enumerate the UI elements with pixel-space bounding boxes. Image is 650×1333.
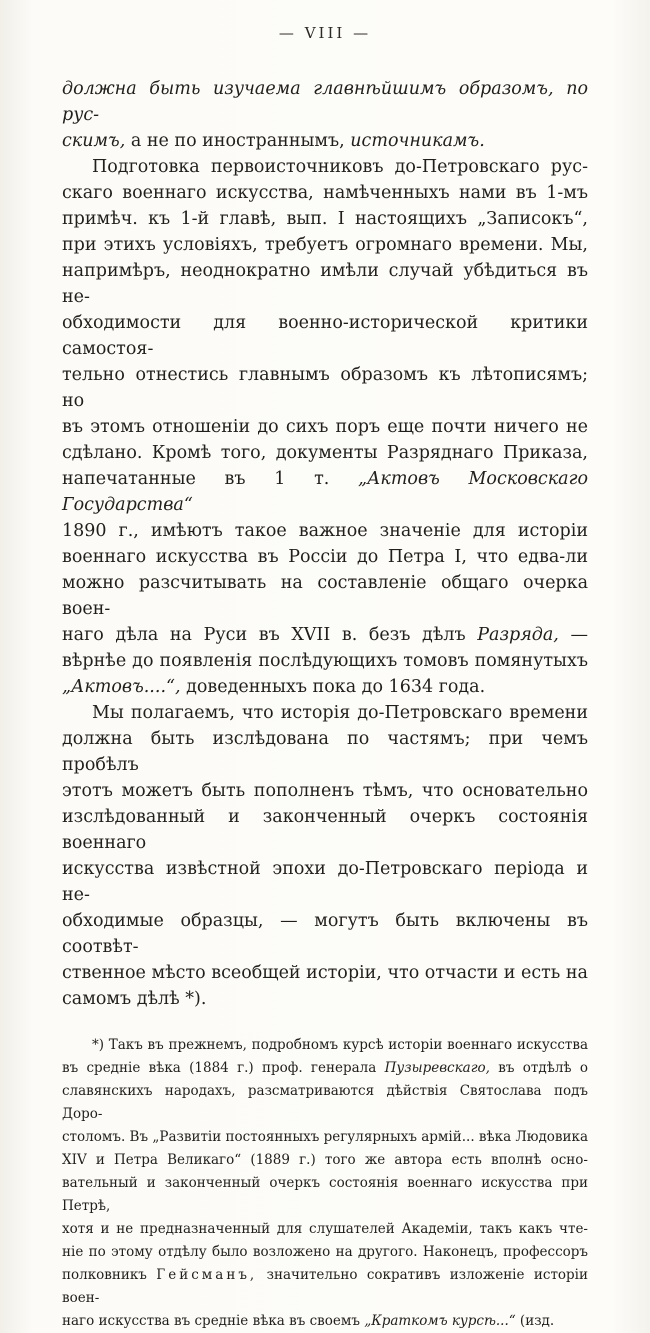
- text-run: тельно отнестись главнымъ образомъ къ лѣтописямъ; но: [62, 365, 588, 411]
- text-line: [62, 1172, 588, 1218]
- text-run: значительно сокративъ изложеніе исторіи воен-: [62, 1267, 588, 1306]
- text-line: [62, 1034, 588, 1057]
- text-run: славянскихъ народахъ, разсматриваются дѣйствія Святослава подъ Доро-: [62, 1083, 588, 1122]
- paragraph: [62, 76, 588, 154]
- text-run: вательный и законченный очеркъ состоянія военнаго искусства при Петрѣ,: [62, 1175, 588, 1214]
- paragraph: [62, 154, 588, 700]
- text-line: [62, 206, 588, 232]
- text-line: [62, 414, 588, 440]
- text-line: [62, 674, 588, 700]
- text-line: [62, 648, 588, 674]
- text-run: хотя и не предназначенный для слушателей Академіи, такъ какъ чте-: [62, 1221, 588, 1237]
- text-run: 1890 г., имѣютъ такое важное значеніе для исторіи: [62, 521, 588, 541]
- paragraph: [62, 1034, 588, 1333]
- text-line: [62, 258, 588, 310]
- text-run: самомъ дѣлѣ *).: [62, 989, 207, 1009]
- text-run: обходимые образцы, — могутъ быть включены въ соотвѣт-: [62, 911, 588, 957]
- page-number: — VIII —: [278, 24, 372, 42]
- text-run: военнаго искусства въ Россіи до Петра I, что едва-ли: [62, 547, 588, 567]
- text-line: [62, 856, 588, 908]
- text-run: въ средніе вѣка (1884 г.) проф. генерала: [62, 1060, 385, 1076]
- italic-run: „Актовъ....“,: [62, 677, 181, 697]
- text-run: полковникъ: [62, 1267, 157, 1283]
- text-run: при этихъ условіяхъ, требуетъ огромнаго времени. Мы,: [62, 235, 588, 255]
- text-line: [62, 960, 588, 986]
- text-run: *) Такъ въ прежнемъ, подробномъ курсѣ исторіи военнаго искусства: [92, 1037, 588, 1053]
- text-line: [62, 1126, 588, 1149]
- text-line: [62, 518, 588, 544]
- italic-run: скимъ,: [62, 131, 126, 151]
- italic-run: Пузыревскаго,: [384, 1060, 490, 1076]
- italic-run: Разряда,: [477, 625, 559, 645]
- text-line: [62, 1310, 588, 1333]
- text-run: вѣрнѣе до появленія послѣдующихъ томовъ помянутыхъ: [62, 651, 588, 671]
- text-line: [62, 986, 588, 1012]
- text-run: этотъ можетъ быть пополненъ тѣмъ, что основательно: [62, 781, 588, 801]
- text-line: [62, 1218, 588, 1241]
- text-run: ніе по этому отдѣлу было возложено на другого. Наконецъ, профессоръ: [62, 1244, 588, 1260]
- text-run: а не по иностраннымъ,: [125, 131, 351, 151]
- text-line: [62, 232, 588, 258]
- text-line: [62, 362, 588, 414]
- text-run: Мы полагаемъ, что исторія до-Петровскаго времени: [92, 703, 588, 723]
- text-run: наго искусства въ средніе вѣка въ своемъ: [62, 1313, 365, 1329]
- text-run: обходимости для военно-исторической критики самостоя-: [62, 313, 588, 359]
- text-line: [62, 570, 588, 622]
- text-line: [62, 1080, 588, 1126]
- text-line: [62, 128, 588, 154]
- text-line: [62, 804, 588, 856]
- text-line: [62, 1057, 588, 1080]
- text-run: Подготовка первоисточниковъ до-Петровскаго рус-: [92, 157, 588, 177]
- text-run: должна быть изслѣдована по частямъ; при чемъ пробѣлъ: [62, 729, 588, 775]
- text-run: искусства извѣстной эпохи до-Петровскаго періода и не-: [62, 859, 588, 905]
- text-run: изслѣдованный и законченный очеркъ состоянія военнаго: [62, 807, 588, 853]
- text-run: (изд.: [515, 1313, 555, 1329]
- text-run: скаго военнаго искусства, намѣченныхъ нами въ 1-мъ: [62, 183, 588, 203]
- text-line: [62, 76, 588, 128]
- text-line: [62, 1149, 588, 1172]
- italic-run: должна быть изучаема главнѣйшимъ образомъ, по рус-: [62, 79, 588, 125]
- italic-run: источникамъ.: [350, 131, 485, 151]
- text-run: доведенныхъ пока до 1634 года.: [180, 677, 486, 697]
- text-run: напечатанные въ 1 т.: [62, 469, 359, 489]
- text-run: XIV и Петра Великаго“ (1889 г.) того же автора есть вполнѣ осно-: [62, 1152, 588, 1168]
- text-run: въ отдѣлѣ о: [489, 1060, 588, 1076]
- text-run: столомъ. Въ „Развитіи постоянныхъ регулярныхъ армій... вѣка Людовика: [62, 1129, 588, 1145]
- text-line: [62, 778, 588, 804]
- text-line: [62, 180, 588, 206]
- text-run: въ этомъ отношеніи до сихъ поръ еще почти ничего не: [62, 417, 588, 437]
- text-run: примѣч. къ 1-й главѣ, вып. I настоящихъ „Записокъ“,: [62, 209, 588, 229]
- text-line: [62, 908, 588, 960]
- letterspaced-run: Гейсманъ,: [156, 1267, 258, 1283]
- text-run: наго дѣла на Руси въ XVII в. безъ дѣлъ: [62, 625, 478, 645]
- paragraph: [62, 700, 588, 1012]
- text-line: [62, 466, 588, 518]
- text-run: можно разсчитывать на составленіе общаго очерка воен-: [62, 573, 588, 619]
- text-line: [62, 726, 588, 778]
- italic-run: „Краткомъ курсѣ...“: [364, 1313, 516, 1329]
- italic-run: „Актовъ Московскаго Государства“: [62, 469, 588, 515]
- text-line: [62, 700, 588, 726]
- text-run: ственное мѣсто всеобщей исторіи, что отчасти и есть на: [62, 963, 588, 983]
- main-text: [62, 76, 588, 1012]
- text-line: [62, 1241, 588, 1264]
- text-line: [62, 440, 588, 466]
- text-line: [62, 310, 588, 362]
- text-line: [62, 622, 588, 648]
- text-line: [62, 154, 588, 180]
- text-run: напримѣръ, неоднократно имѣли случай убѣдиться въ не-: [62, 261, 588, 307]
- text-line: [62, 1264, 588, 1310]
- footnote: [62, 1034, 588, 1333]
- text-run: сдѣлано. Кромѣ того, документы Разряднаго Приказа,: [62, 443, 588, 463]
- text-line: [62, 544, 588, 570]
- text-run: —: [558, 625, 588, 645]
